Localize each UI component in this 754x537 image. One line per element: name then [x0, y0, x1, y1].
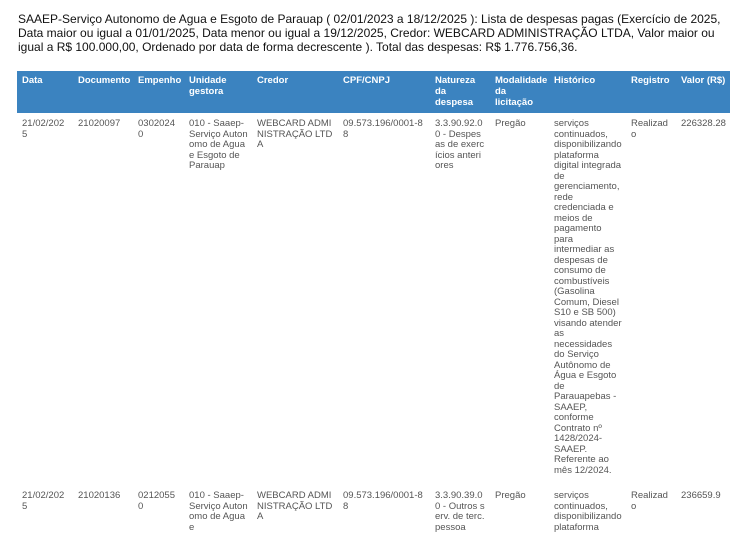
table-header-row	[17, 71, 730, 113]
header-registro[interactable]: Registro	[626, 71, 676, 113]
cell-historico: serviços continuados, disponibilizando plataforma digital integrada de gerenciamento, rede credenciada e meios de pagamento para intermediar as despesas de consumo de combustíveis (Gasolina Comum, Diesel S10 e SB 500) visando atender as necessidades do Serviço Autônomo de Água e Esgoto de Parauapebas - SAAEP, conforme Contrato nº 1428/2024-SAAEP. Referente ao mês 12/2024.	[554, 118, 622, 476]
cell-valor: 226328.28	[681, 118, 726, 129]
cell-historico: serviços continuados, disponibilizando plataforma	[554, 490, 622, 533]
header-valor[interactable]: Valor (R$)	[676, 71, 730, 113]
cell-registro: Realizado	[631, 490, 668, 512]
header-modalidade[interactable]: Modalidade da licitação	[490, 71, 549, 113]
cell-natureza: 3.3.90.39.00 - Outros serv. de terc. pessoa	[435, 490, 485, 533]
header-documento[interactable]: Documento	[73, 71, 133, 113]
table-row[interactable]	[17, 485, 730, 537]
header-unidade-gestora[interactable]: Unidade gestora	[184, 71, 252, 113]
expenses-table	[17, 71, 730, 537]
cell-credor: WEBCARD ADMINISTRAÇÃO LTDA	[257, 118, 333, 150]
report-title: SAAEP-Serviço Autonomo de Agua e Esgoto de Parauap ( 02/01/2023 a 18/12/2025 ): Lista de despesas pagas (Exercício de 2025, Data maior ou igual a 01/01/2025, Data menor ou igual a 19/12/2025, Credor: WEBCARD ADMINISTRAÇÃO LTDA, Valor maior ou igual a R$ 100.000,00, Ordenado por data de forma decrescente ). Total das despesas: R$ 1.776.756,36.	[18, 12, 721, 54]
cell-registro: Realizado	[631, 118, 668, 140]
cell-data: 21/02/2025	[22, 490, 65, 512]
header-historico[interactable]: Histórico	[549, 71, 626, 113]
header-credor[interactable]: Credor	[252, 71, 338, 113]
expenses-table-container	[17, 71, 730, 537]
cell-documento: 21020097	[78, 118, 121, 129]
header-empenho[interactable]: Empenho	[133, 71, 184, 113]
cell-unidade-gestora: 010 - Saaep-Serviço Autonomo de Agua e Esgoto de Parauap	[189, 118, 248, 171]
cell-credor: WEBCARD ADMINISTRAÇÃO LTDA	[257, 490, 333, 522]
cell-empenho: 03020240	[138, 118, 175, 140]
cell-unidade-gestora: 010 - Saaep-Serviço Autonomo de Agua e	[189, 490, 248, 533]
cell-cpf-cnpj: 09.573.196/0001-88	[343, 490, 423, 512]
cell-valor: 236659.9	[681, 490, 721, 501]
cell-data: 21/02/2025	[22, 118, 65, 140]
header-natureza[interactable]: Natureza da despesa	[430, 71, 490, 113]
cell-cpf-cnpj: 09.573.196/0001-88	[343, 118, 423, 140]
cell-modalidade: Pregão	[495, 490, 526, 501]
cell-documento: 21020136	[78, 490, 121, 501]
table-row[interactable]	[17, 113, 730, 485]
header-data[interactable]: Data	[17, 71, 73, 113]
header-cpf-cnpj[interactable]: CPF/CNPJ	[338, 71, 430, 113]
cell-natureza: 3.3.90.92.00 - Despesas de exercícios anteriores	[435, 118, 485, 171]
cell-modalidade: Pregão	[495, 118, 526, 129]
cell-empenho: 02120550	[138, 490, 175, 512]
